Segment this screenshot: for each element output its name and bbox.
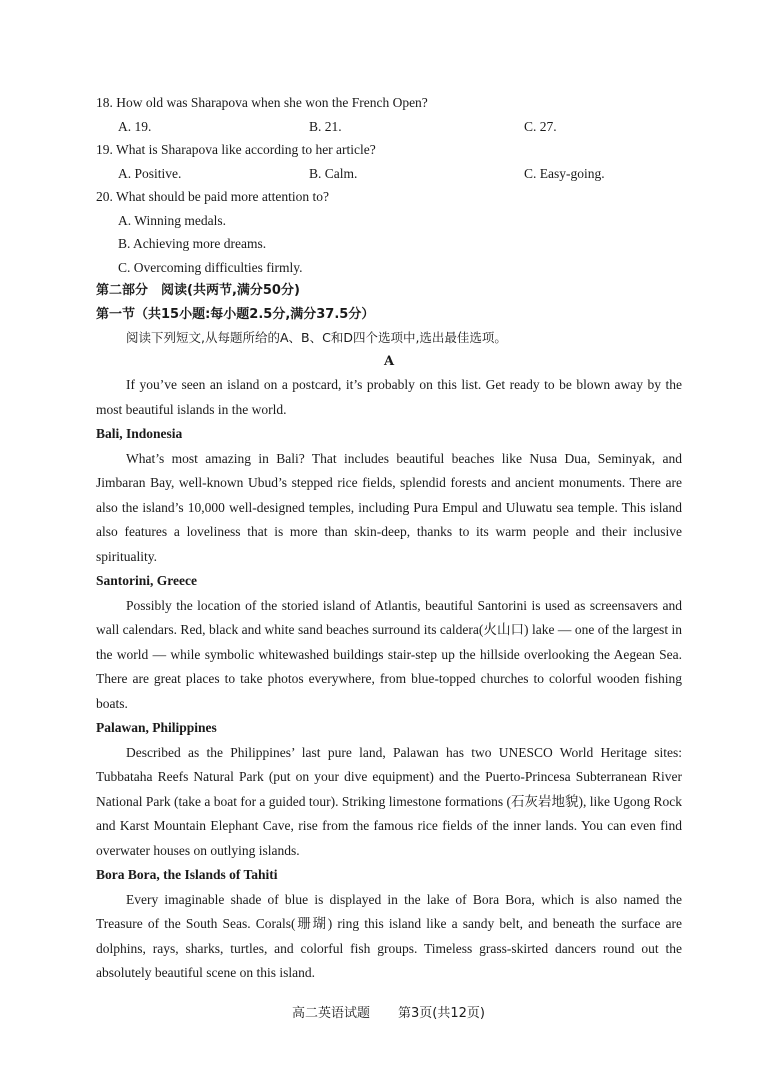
question-19-stem: 19. What is Sharapova like according to her article? — [96, 142, 376, 157]
part-two-title: 第二部分 阅读(共两节,满分50分) — [96, 283, 300, 298]
option-c: C. Overcoming difficulties firmly. — [118, 259, 303, 275]
footer-page-number: 第3页(共12页) — [398, 1006, 485, 1021]
section-text-bora-bora: Every imaginable shade of blue is displayed in the lake of Bora Bora, which is also named the Treasure of the South Seas. Corals(珊瑚) ring this island like a sandy belt, and beneath the surface are dolphins, rays, sharks, turtles, and colorful fish groups. Timeless grass-skirted dancers round out the absolutely beautiful scene on this island. — [96, 891, 682, 980]
question-18-options — [96, 115, 682, 139]
option-a: A. Positive. — [118, 165, 182, 181]
page-content — [96, 91, 682, 986]
section-heading-bali: Bali, Indonesia — [96, 426, 183, 441]
section-text-santorini: Possibly the location of the storied island of Atlantis, beautiful Santorini is used as screensavers and wall calendars. Red, black and white sand beaches surround its caldera(火山口) lake — one of the largest in the world — while symbolic whitewashed buildings stair-step up the hillside overlooking the Aegean Sea. There are great places to take photos everywhere, from blue-topped churches to colorful wooden fishing boats. — [96, 597, 682, 711]
option-a: A. 19. — [118, 118, 152, 134]
option-a: A. Winning medals. — [118, 212, 226, 228]
reading-instruction: 阅读下列短文,从每题所给的A、B、C和D四个选项中,选出最佳选项。 — [126, 330, 507, 345]
option-b: B. 21. — [309, 118, 342, 134]
option-b: B. Achieving more dreams. — [118, 236, 267, 251]
section-text-palawan: Described as the Philippines’ last pure land, Palawan has two UNESCO World Heritage sites: Tubbataha Reefs Natural Park (put on your dive equipment) and the Puerto-Princesa Subterranean River National Park (take a boat for a guided tour). Striking limestone formations (石灰岩地貌), like Ugong Rock and Karst Mountain Elephant Cave, rise from the famous rice fields of the inner lands. You can even find overwater houses on outlying islands. — [96, 744, 683, 858]
section-text-bali: What’s most amazing in Bali? That includes beautiful beaches like Nusa Dua, Seminyak, and Jimbaran Bay, well-known Ubud’s stepped rice fields, splendid forests and ancient monuments. There are also the island’s 10,000 well-designed temples, including Pura Empul and Uluwatu sea temple. This island also features a loveliness that is more than skin-deep, thanks to its warm people and their inclusive spirituality. — [96, 450, 682, 564]
passage-intro: If you’ve seen an island on a postcard, it’s probably on this list. Get ready to be blown away by the most beautiful islands in the world. — [96, 377, 682, 417]
footer-exam-title: 高二英语试题 — [292, 1006, 371, 1021]
page-footer — [0, 1002, 777, 1021]
question-20-stem: 20. What should be paid more attention to? — [96, 189, 329, 204]
section-heading-santorini: Santorini, Greece — [96, 573, 197, 588]
question-18-stem: 18. How old was Sharapova when she won the French Open? — [96, 95, 428, 110]
section-heading-bora-bora: Bora Bora, the Islands of Tahiti — [96, 867, 278, 882]
option-b: B. Calm. — [309, 165, 358, 181]
question-19-options — [96, 162, 682, 186]
section-one-title: 第一节（共15小题:每小题2.5分,满分37.5分） — [96, 306, 375, 322]
option-c: C. Easy-going. — [524, 165, 605, 181]
section-heading-palawan: Palawan, Philippines — [96, 720, 217, 735]
passage-letter: A — [383, 353, 395, 369]
option-c: C. 27. — [524, 118, 557, 134]
